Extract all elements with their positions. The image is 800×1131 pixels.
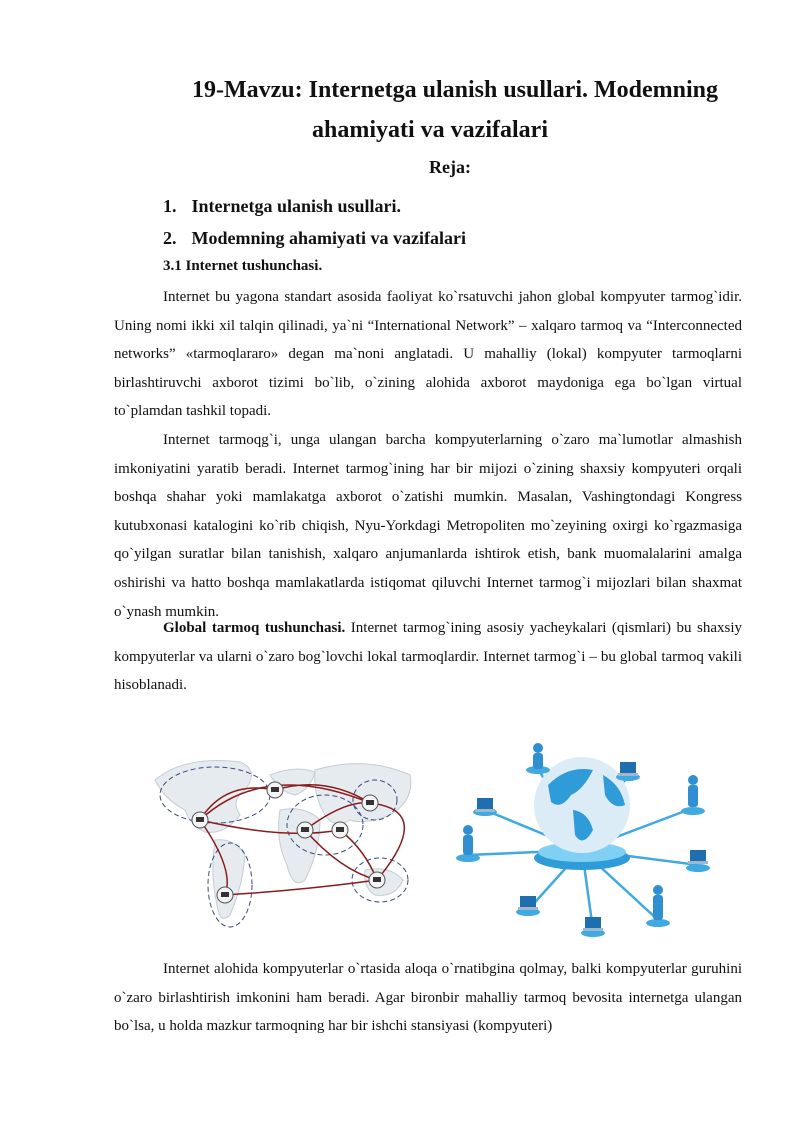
page-title (110, 70, 750, 150)
paragraph-network-groups: Internet alohida kompyuterlar o`rtasida aloqa o`rnatibgina qolmay, balki kompyuterlar guruhini o`zaro birlashtirish imkonini ham beradi. Agar bironbir mahalliy tarmoq bevosita internetga ulangan bo`lsa, u holda mazkur tarmoqning har bir ishchi stansiyasi (kompyuteri) (114, 961, 742, 1035)
world-network-map-icon (145, 740, 425, 940)
plan-item-number: 1. (163, 196, 177, 216)
paragraph-internet-definition: Internet bu yagona standart asosida faoliyat ko`rsatuvchi jahon global kompyuter tarmog`idir. Uning nomi ikki xil talqin qilinadi, ya`ni “International Network” – xalqaro tarmoq va “Interconnected networks” «tarmoqlararo» degan ma`noni anglatadi. U mahalliy (lokal) kompyuter tarmoqlarni birlashtiruvchi axborot tizimi bo`lib, o`zining alohida axborot maydoniga ega bo`lgan virtual to`plamdan tashkil topadi. (114, 289, 742, 420)
figures-row (145, 740, 720, 945)
title-line-2: ahamiyati va vazifalari (312, 117, 548, 143)
plan-heading: Reja: (429, 157, 471, 177)
plan-item-number: 2. (163, 228, 177, 248)
globe-network-hub-icon (443, 740, 721, 945)
title-line-1: 19-Mavzu: Internetga ulanish usullari. Modemning (191, 77, 719, 103)
plan-item (163, 222, 466, 254)
section-heading: 3.1 Internet tushunchasi. (163, 258, 323, 274)
plan-list (163, 190, 466, 254)
global-network-text: Internet tarmog`ining asosiy yacheykalari (qismlari) bu shaxsiy kompyuterlar va ularni o`zaro bog`lovchi lokal tarmoqlardir. Internet tarmog`i – bu global tarmoq vakili hisoblanadi. (114, 620, 743, 694)
plan-item-label: Internetga ulanish usullari. (191, 196, 402, 216)
paragraph-internet-capabilities: Internet tarmoqg`i, unga ulangan barcha kompyuterlarning o`zaro ma`lumotlar almashish imkoniyatini yaratib beradi. Internet tarmog`ining har bir mijozi o`zining shaxsiy kompyuteri orqali boshqa shahar yoki mamlakatga axborot o`zatishi mumkin. Masalan, Vashingtondagi Kongress kutubxonasi katalogini ko`rib chiqish, Nyu-Yorkdagi Metropoliten mo`zeyining oxirgi ko`rgazmasiga qo`yilgan suratlar bilan tanishish, xalqaro anjumanlarda ishtirok etish, bank muomalalarini amalga oshirishi va hatto boshqa mamlakatlarda istiqomat qiluvchi Internet tarmog`i mijozlari bilan shaxmat o`ynash mumkin. (114, 432, 742, 620)
plan-item (163, 190, 466, 222)
paragraph-global-network (114, 614, 742, 700)
plan-item-label: Modemning ahamiyati va vazifalari (191, 228, 466, 248)
global-network-term: Global tarmoq tushunchasi. (163, 620, 346, 636)
